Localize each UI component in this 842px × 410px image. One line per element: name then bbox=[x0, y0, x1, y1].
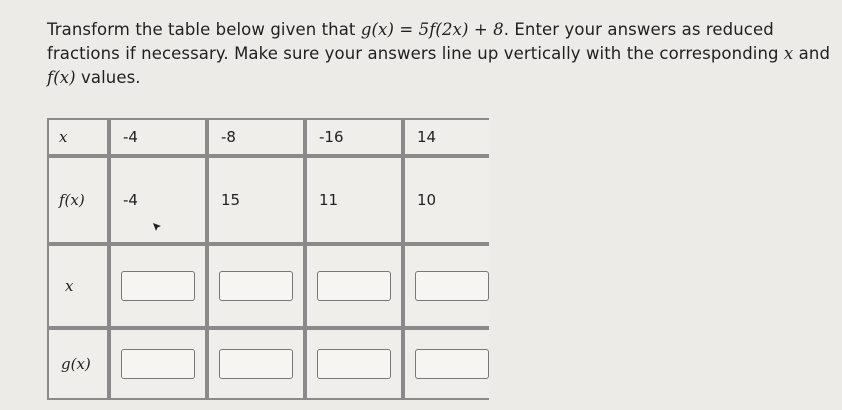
gx-input-2[interactable] bbox=[219, 349, 293, 379]
new-x-input-4[interactable] bbox=[415, 271, 489, 301]
x-value-1: -4 bbox=[111, 120, 205, 154]
formula: g(x) = 5f(2x) + 8 bbox=[360, 20, 504, 39]
gx-input-1[interactable] bbox=[121, 349, 195, 379]
gx-input-4[interactable] bbox=[415, 349, 489, 379]
gx-input-3[interactable] bbox=[317, 349, 391, 379]
prompt-text-3: and bbox=[793, 44, 831, 63]
prompt-fx: f(x) bbox=[47, 68, 76, 87]
fx-value-1: -4 bbox=[111, 158, 205, 242]
row-label-gx: g(x) bbox=[49, 330, 107, 398]
x-value-2: -8 bbox=[209, 120, 303, 154]
problem-prompt bbox=[47, 18, 832, 90]
new-x-input-3[interactable] bbox=[317, 271, 391, 301]
row-label-fx: f(x) bbox=[49, 158, 107, 242]
fx-value-4: 10 bbox=[405, 158, 489, 242]
fx-value-3: 11 bbox=[307, 158, 401, 242]
new-x-cell-4 bbox=[405, 246, 489, 326]
prompt-text-4: values. bbox=[75, 68, 141, 87]
mouse-cursor-icon bbox=[152, 222, 162, 232]
new-x-cell-3 bbox=[307, 246, 401, 326]
fx-value-2: 15 bbox=[209, 158, 303, 242]
new-x-cell-1 bbox=[111, 246, 205, 326]
row-label-x: x bbox=[49, 120, 107, 154]
new-x-input-2[interactable] bbox=[219, 271, 293, 301]
gx-cell-1 bbox=[111, 330, 205, 398]
gx-cell-3 bbox=[307, 330, 401, 398]
x-value-4: 14 bbox=[405, 120, 489, 154]
prompt-var-x: x bbox=[783, 44, 794, 63]
gx-cell-2 bbox=[209, 330, 303, 398]
row-label-new-x: x bbox=[49, 246, 107, 326]
transformation-table bbox=[47, 118, 489, 400]
x-value-3: -16 bbox=[307, 120, 401, 154]
prompt-text-1: Transform the table below given that bbox=[47, 20, 361, 39]
prompt-text-2: . Enter your answers as reduced fractions if necessary. Make sure your answers line up vertically with the corresponding bbox=[47, 20, 784, 63]
gx-cell-4 bbox=[405, 330, 489, 398]
new-x-input-1[interactable] bbox=[121, 271, 195, 301]
new-x-cell-2 bbox=[209, 246, 303, 326]
